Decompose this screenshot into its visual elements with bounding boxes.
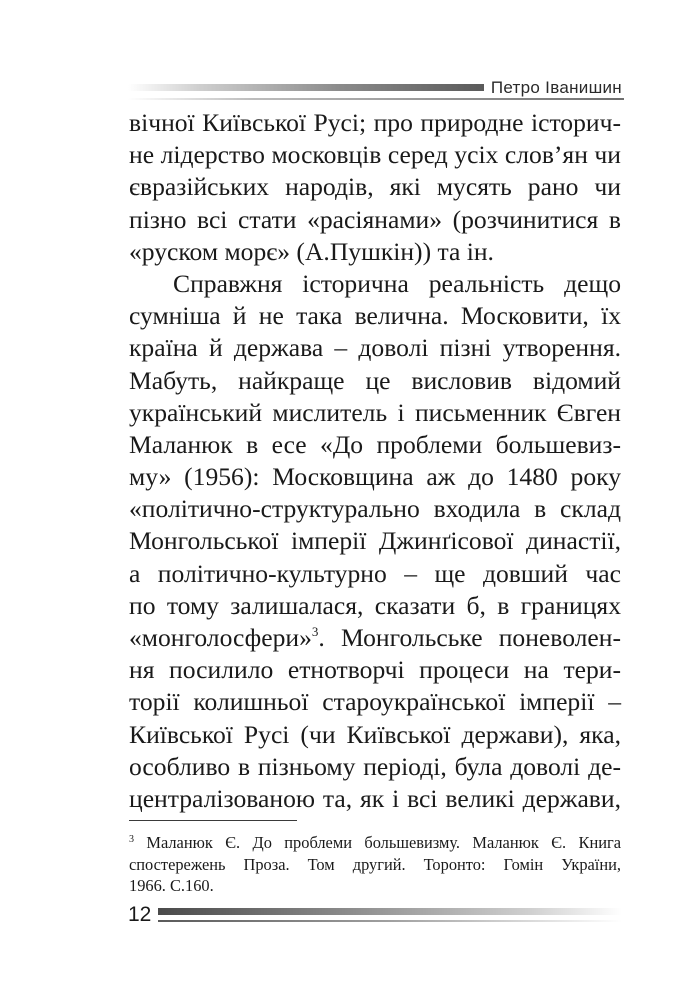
paragraph-first-line: Справжня історична реальність дещо	[173, 268, 621, 298]
page-number: 12	[128, 903, 152, 926]
footnote	[129, 832, 621, 897]
text-line: вічної Київської Русі; про природне історич-	[129, 108, 621, 137]
footnote-reference: 3	[311, 624, 319, 639]
running-head-author: Петро Іванишин	[490, 78, 622, 97]
text-line: а політично-культурно – ще довший час	[129, 558, 621, 588]
text-line: євразійських народів, які мусять рано чи	[129, 172, 621, 202]
text-line: «руском морє» (А.Пушкін)) та ін.	[129, 236, 494, 266]
text-line: особливо в пізньому періоді, була доволі де-	[129, 751, 621, 781]
footer-decorative-rule	[158, 908, 622, 915]
text-line: централізованою та, як і всі великі держави,	[129, 783, 621, 813]
main-text	[129, 107, 621, 815]
footnote-line	[129, 832, 621, 854]
text-line: Мабуть, найкраще це висловив відомий	[129, 365, 621, 395]
footer-thin-rule	[158, 920, 622, 922]
header-decorative-rule	[128, 84, 484, 91]
text-line: Київської Русі (чи Київської держави), яка,	[129, 719, 621, 749]
header-thin-rule	[128, 98, 624, 100]
text-line: пізно всі стати «расіянами» (розчинитися в	[129, 204, 621, 234]
text-line: Маланюк в есе «До проблеми большевиз-	[129, 429, 621, 459]
text-line: торії колишньої староукраїнської імперії –	[129, 687, 621, 717]
text-line: му» (1956): Московщина аж до 1480 року	[129, 462, 621, 492]
text-fragment: . Монгольське поневолен-	[318, 623, 621, 652]
text-line: не лідерство московців серед усіх слов’ян чи	[129, 140, 621, 170]
footnote-separator	[129, 820, 297, 821]
text-line-with-footnote-ref	[129, 622, 621, 654]
text-line: країна й держава – доволі пізні утворення.	[129, 333, 621, 363]
footnote-text: Маланюк Є. До проблеми большевизму. Маланюк Є. Книга	[134, 833, 621, 852]
footnote-line: 1966. С.160.	[129, 876, 214, 895]
text-line: «політично-структурально входила в склад	[129, 494, 621, 524]
text-line: ня посилило етнотворчі процеси на тери-	[129, 655, 621, 685]
text-line: сумніша й не така велична. Московити, їх	[129, 301, 621, 331]
footnote-marker: 3	[129, 834, 134, 845]
quote-fragment: «монголосфери»	[129, 623, 312, 652]
text-line: по тому залишалася, сказати б, в границях	[129, 590, 621, 620]
footnote-line: спостережень Проза. Том другий. Торонто: Гомін України,	[129, 854, 621, 874]
text-line: український мислитель і письменник Євген	[129, 397, 621, 427]
text-line: Монгольської імперії Джинґісової династії,	[129, 526, 621, 556]
